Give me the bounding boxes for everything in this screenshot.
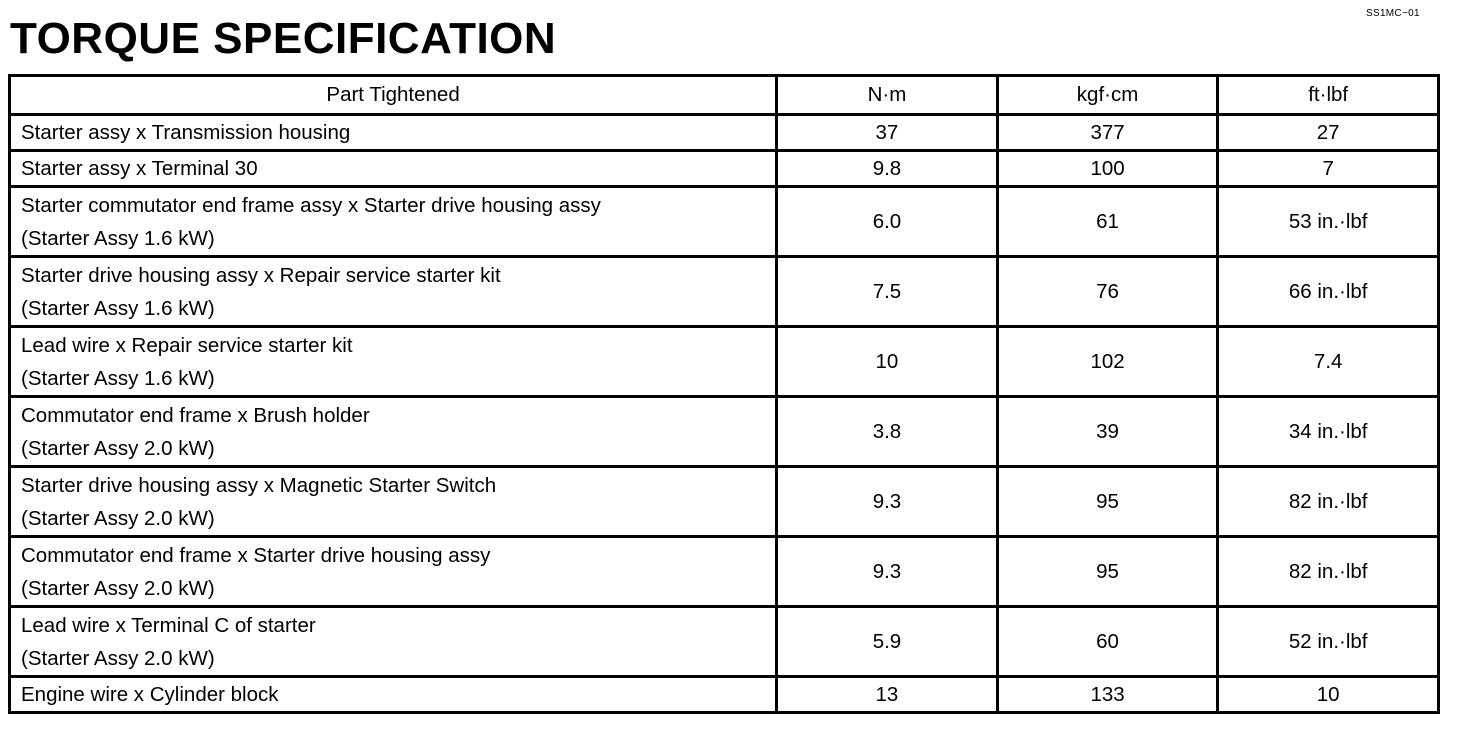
part-name: Commutator end frame x Brush holder	[21, 403, 370, 427]
part-cell	[10, 467, 777, 537]
part-note: (Starter Assy 1.6 kW)	[21, 366, 215, 390]
ftlbf-cell: 52 in.·lbf	[1218, 607, 1439, 677]
table-row	[10, 677, 1439, 713]
nm-cell: 9.8	[777, 151, 998, 187]
part-cell	[10, 257, 777, 327]
header-ftlbf: ft·lbf	[1218, 76, 1439, 115]
part-cell	[10, 397, 777, 467]
document-code: SS1MC−01	[1366, 8, 1420, 19]
part-cell	[10, 607, 777, 677]
page-title: TORQUE SPECIFICATION	[10, 14, 557, 63]
kgfcm-cell: 133	[997, 677, 1218, 713]
part-note: (Starter Assy 1.6 kW)	[21, 226, 215, 250]
part-note: (Starter Assy 2.0 kW)	[21, 436, 215, 460]
kgfcm-cell: 39	[997, 397, 1218, 467]
table-row	[10, 257, 1439, 327]
part-cell	[10, 151, 777, 187]
nm-cell: 9.3	[777, 467, 998, 537]
kgfcm-cell: 100	[997, 151, 1218, 187]
table-row	[10, 537, 1439, 607]
ftlbf-cell: 66 in.·lbf	[1218, 257, 1439, 327]
nm-cell: 5.9	[777, 607, 998, 677]
part-cell	[10, 677, 777, 713]
nm-cell: 6.0	[777, 187, 998, 257]
table-row	[10, 397, 1439, 467]
header-part-tightened: Part Tightened	[10, 76, 777, 115]
ftlbf-cell: 7	[1218, 151, 1439, 187]
part-name: Starter assy x Terminal 30	[21, 157, 258, 180]
part-name: Starter drive housing assy x Repair service starter kit	[21, 263, 501, 287]
ftlbf-cell: 82 in.·lbf	[1218, 467, 1439, 537]
table-header-row	[10, 76, 1439, 115]
table-row	[10, 467, 1439, 537]
part-note: (Starter Assy 1.6 kW)	[21, 296, 215, 320]
part-note: (Starter Assy 2.0 kW)	[21, 506, 215, 530]
ftlbf-cell: 82 in.·lbf	[1218, 537, 1439, 607]
kgfcm-cell: 61	[997, 187, 1218, 257]
part-cell	[10, 115, 777, 151]
ftlbf-cell: 7.4	[1218, 327, 1439, 397]
kgfcm-cell: 76	[997, 257, 1218, 327]
part-note: (Starter Assy 2.0 kW)	[21, 646, 215, 670]
part-cell	[10, 537, 777, 607]
nm-cell: 7.5	[777, 257, 998, 327]
part-name: Commutator end frame x Starter drive housing assy	[21, 543, 491, 567]
kgfcm-cell: 95	[997, 537, 1218, 607]
ftlbf-cell: 34 in.·lbf	[1218, 397, 1439, 467]
table-row	[10, 607, 1439, 677]
kgfcm-cell: 377	[997, 115, 1218, 151]
nm-cell: 9.3	[777, 537, 998, 607]
header-kgfcm: kgf·cm	[997, 76, 1218, 115]
ftlbf-cell: 27	[1218, 115, 1439, 151]
table-row	[10, 187, 1439, 257]
part-name: Starter assy x Transmission housing	[21, 121, 351, 144]
kgfcm-cell: 102	[997, 327, 1218, 397]
part-cell	[10, 327, 777, 397]
part-note: (Starter Assy 2.0 kW)	[21, 576, 215, 600]
ftlbf-cell: 53 in.·lbf	[1218, 187, 1439, 257]
table-row	[10, 151, 1439, 187]
kgfcm-cell: 95	[997, 467, 1218, 537]
part-cell	[10, 187, 777, 257]
part-name: Lead wire x Repair service starter kit	[21, 333, 353, 357]
nm-cell: 37	[777, 115, 998, 151]
part-name: Lead wire x Terminal C of starter	[21, 613, 316, 637]
table-row	[10, 115, 1439, 151]
torque-spec-table	[8, 74, 1440, 714]
nm-cell: 10	[777, 327, 998, 397]
nm-cell: 3.8	[777, 397, 998, 467]
part-name: Starter drive housing assy x Magnetic Starter Switch	[21, 473, 497, 497]
kgfcm-cell: 60	[997, 607, 1218, 677]
nm-cell: 13	[777, 677, 998, 713]
header-nm: N·m	[777, 76, 998, 115]
table-row	[10, 327, 1439, 397]
part-name: Engine wire x Cylinder block	[21, 683, 279, 706]
part-name: Starter commutator end frame assy x Starter drive housing assy	[21, 193, 601, 217]
ftlbf-cell: 10	[1218, 677, 1439, 713]
